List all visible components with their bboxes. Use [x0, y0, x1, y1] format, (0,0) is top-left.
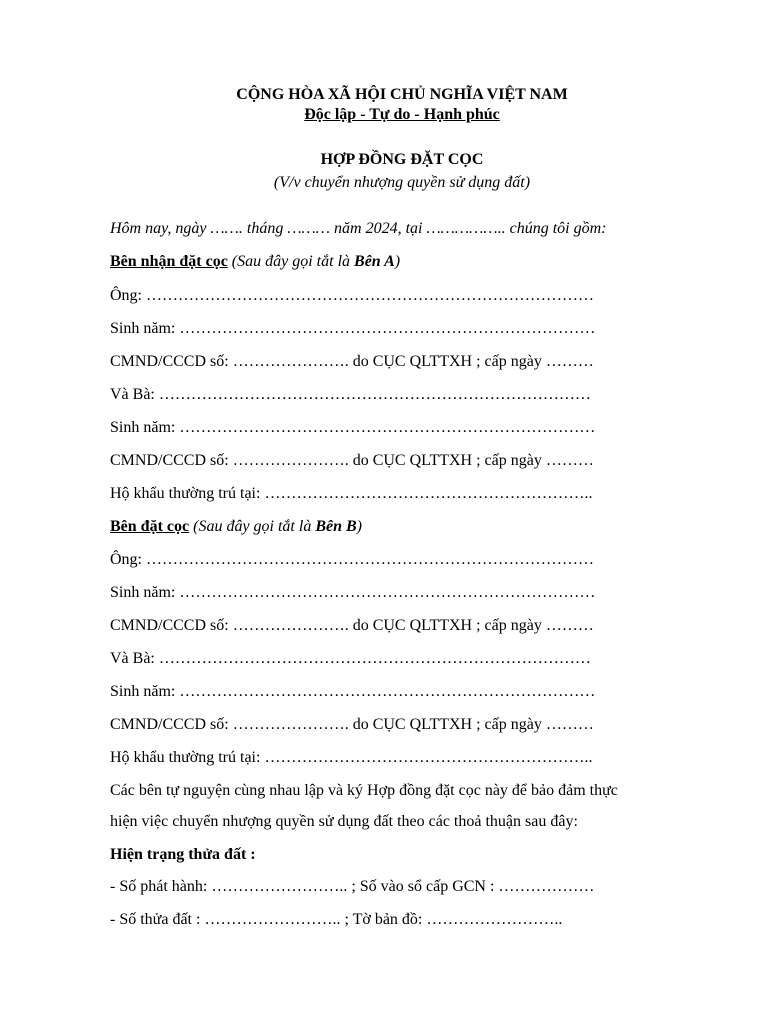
motto: Độc lập - Tự do - Hạnh phúc	[304, 106, 500, 123]
party-a-sinh-nam-1: Sinh năm: ……………………………………………………………………	[110, 320, 596, 337]
party-b-sinh-nam-2: Sinh năm: ……………………………………………………………………	[110, 683, 596, 700]
party-a-ho-khau: Hộ khẩu thường trú tại: ……………………………………………………..	[110, 485, 593, 502]
document-subtitle: (V/v chuyển nhượng quyền sử dụng đất)	[273, 174, 531, 191]
party-b-heading	[110, 517, 362, 537]
party-b-va-ba: Và Bà: ………………………………………………………………………	[110, 650, 591, 667]
party-b-note-suffix: )	[356, 518, 362, 535]
party-b-cmnd-2: CMND/CCCD số: …………………. do CỤC QLTTXH ; cấp ngày ………	[110, 716, 594, 733]
party-a-va-ba: Và Bà: ………………………………………………………………………	[110, 386, 591, 403]
country-header: CỘNG HÒA XÃ HỘI CHỦ NGHĨA VIỆT NAM	[236, 86, 568, 103]
party-a-note-name: Bên A	[354, 253, 395, 270]
party-a-cmnd-1: CMND/CCCD số: …………………. do CỤC QLTTXH ; cấp ngày ………	[110, 353, 594, 370]
intro-line: Hôm nay, ngày ……. tháng ……… năm 2024, tại …………….. chúng tôi gồm:	[110, 220, 607, 237]
party-b-cmnd-1: CMND/CCCD số: …………………. do CỤC QLTTXH ; cấp ngày ………	[110, 617, 594, 634]
party-a-ong: Ông: …………………………………………………………………………	[110, 287, 594, 304]
document-title: HỢP ĐỒNG ĐẶT CỌC	[320, 151, 484, 168]
agreement-line-1: Các bên tự nguyện cùng nhau lập và ký Hợp đồng đặt cọc này để bảo đảm thực	[110, 782, 618, 799]
party-b-note-name: Bên B	[315, 518, 357, 535]
party-b-note-prefix: (Sau đây gọi tắt là	[189, 518, 316, 535]
party-a-sinh-nam-2: Sinh năm: ……………………………………………………………………	[110, 419, 596, 436]
party-b-sinh-nam-1: Sinh năm: ……………………………………………………………………	[110, 584, 596, 601]
party-a-label: Bên nhận đặt cọc	[110, 253, 228, 270]
party-a-note-suffix: )	[394, 253, 401, 270]
party-b-ho-khau: Hộ khẩu thường trú tại: ……………………………………………………..	[110, 749, 593, 766]
party-b-ong: Ông: …………………………………………………………………………	[110, 551, 594, 568]
party-a-note-prefix: (Sau đây gọi tắt là	[227, 253, 355, 270]
land-status-line-1: - Số phát hành: …………………….. ; Số vào sổ cấp GCN : ………………	[110, 878, 595, 895]
party-a-heading	[110, 252, 400, 272]
party-b-label: Bên đặt cọc	[110, 518, 190, 535]
agreement-line-2: hiện việc chuyển nhượng quyền sử dụng đất theo các thoả thuận sau đây:	[110, 813, 578, 830]
party-a-cmnd-2: CMND/CCCD số: …………………. do CỤC QLTTXH ; cấp ngày ………	[110, 452, 594, 469]
land-status-line-2: - Số thửa đất : …………………….. ; Tờ bản đồ: ……………………..	[110, 911, 563, 928]
land-status-heading: Hiện trạng thửa đất :	[110, 846, 256, 863]
